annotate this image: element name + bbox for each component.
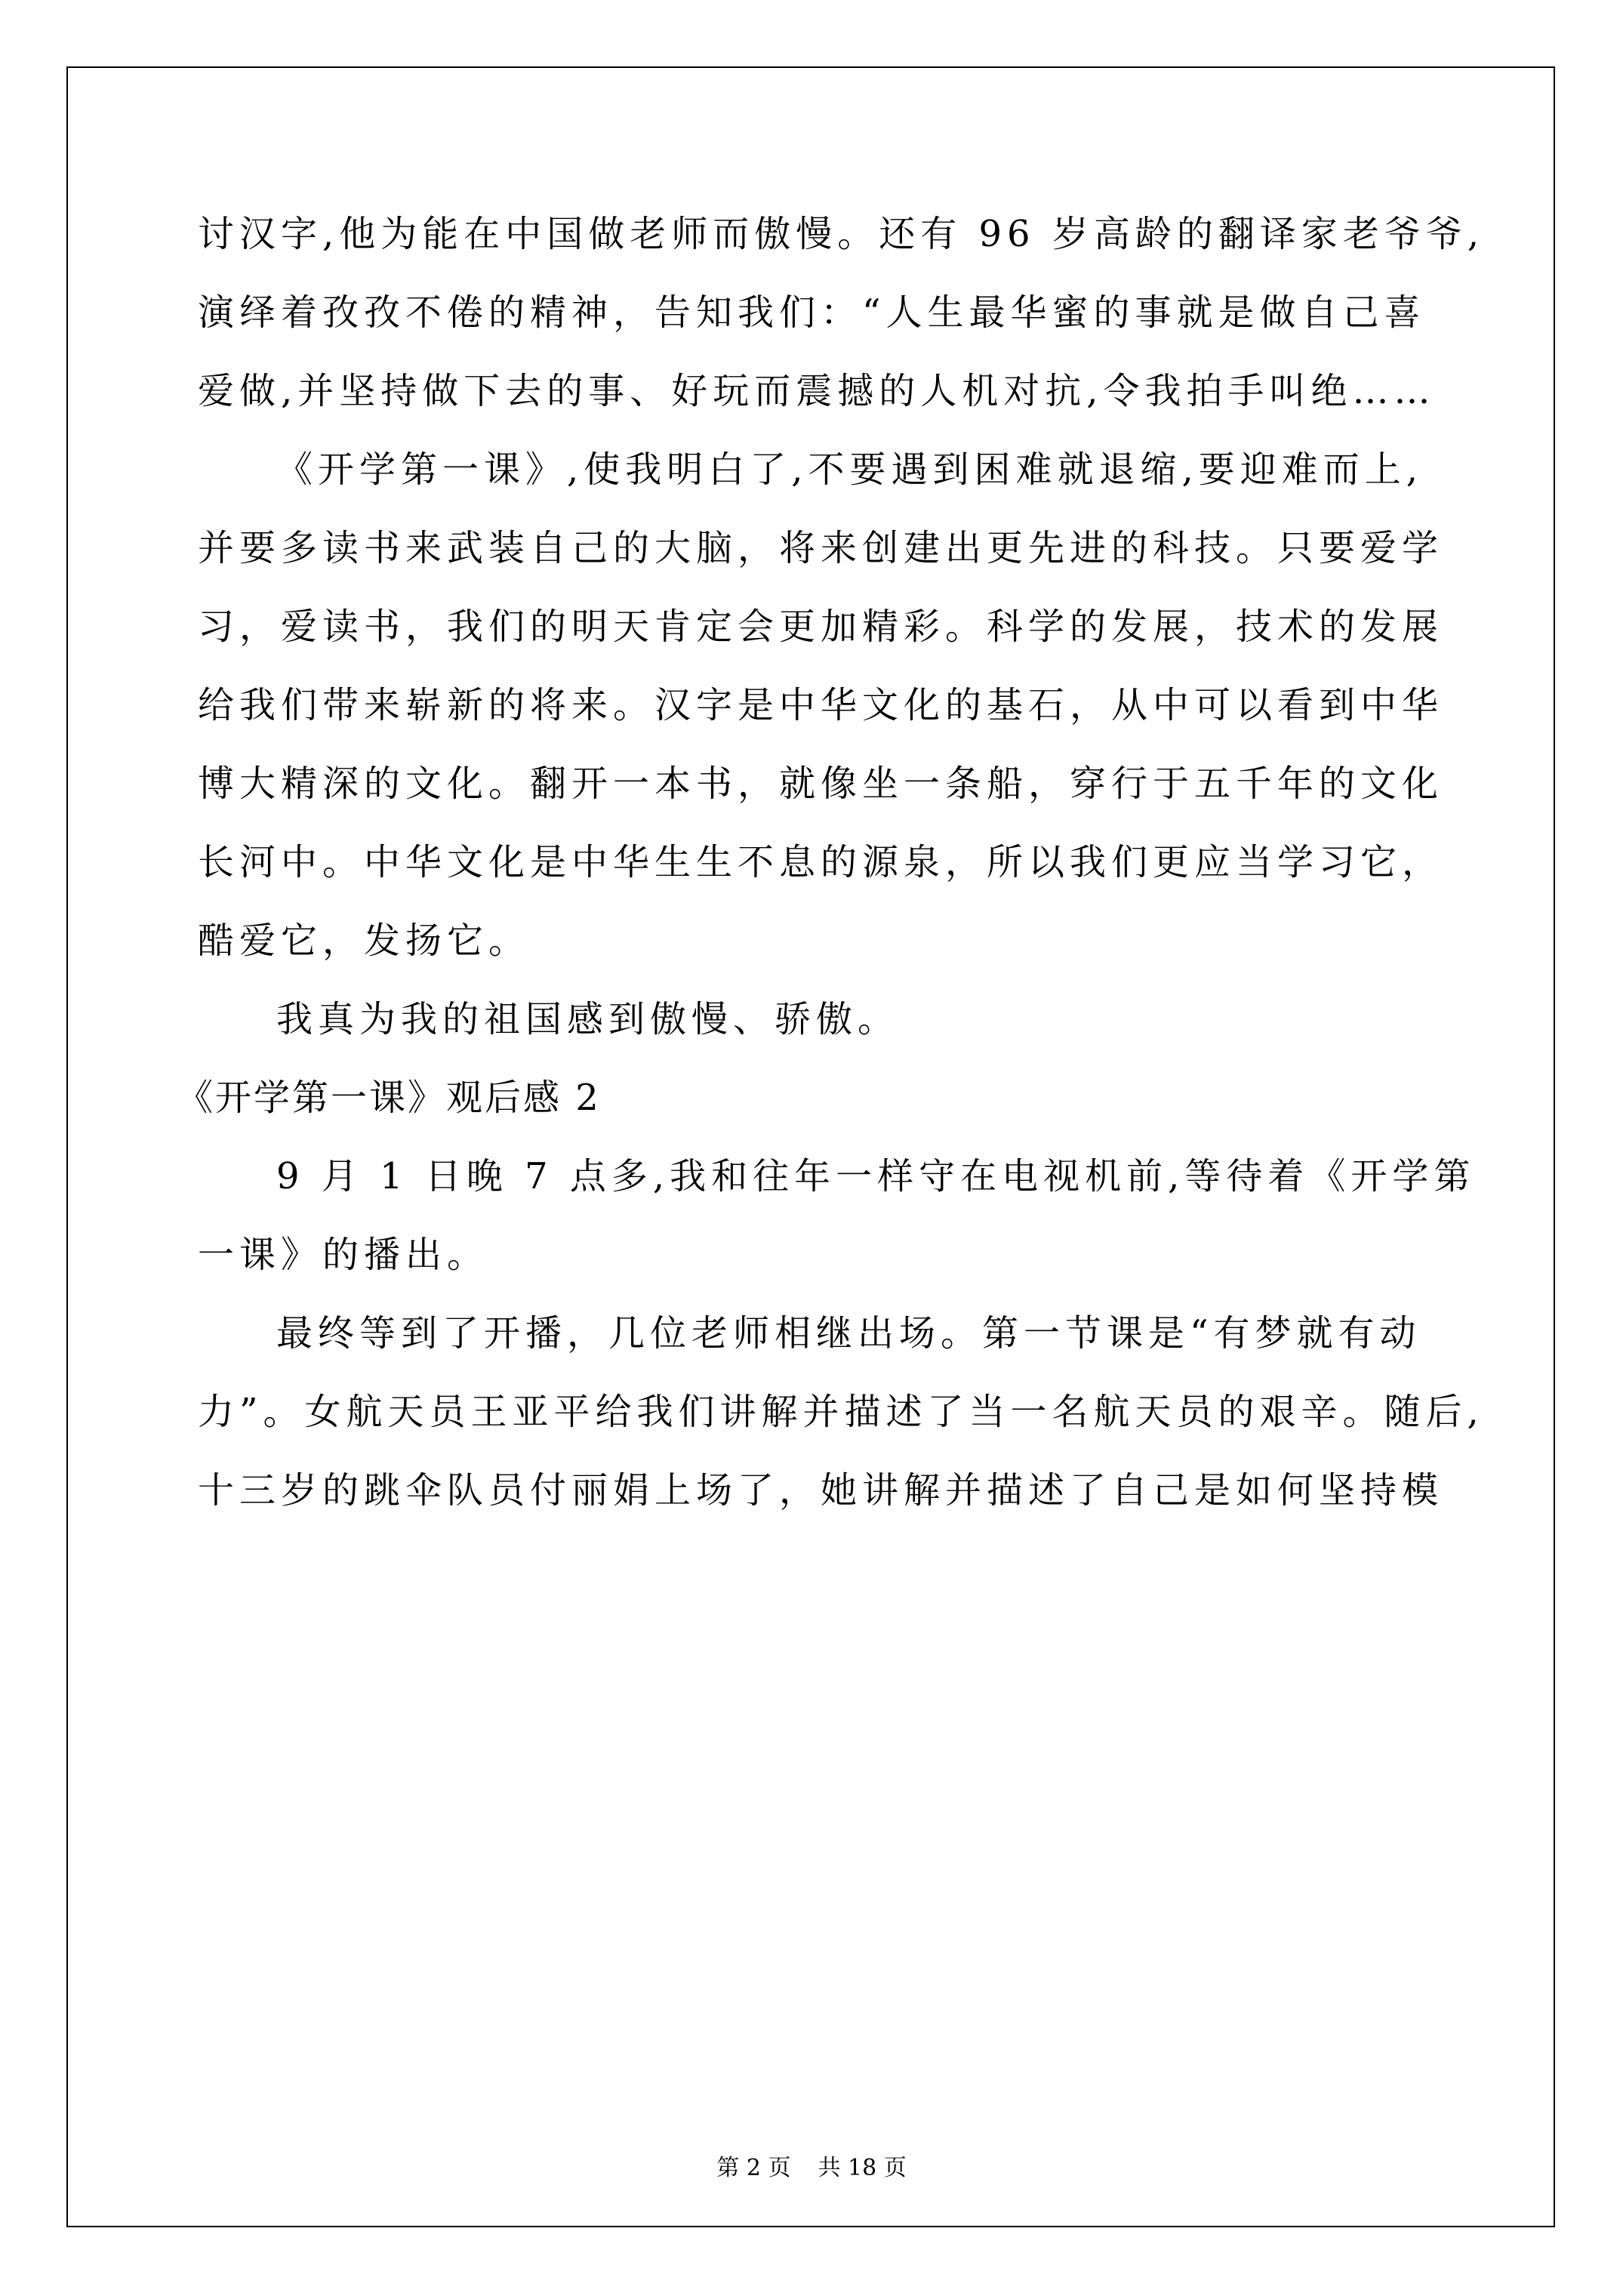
document-body <box>177 195 1485 1530</box>
page-footer <box>0 2153 1623 2184</box>
text-line: 并要多读书来武装自己的大脑，将来创建出更先进的科技。只要爱学 <box>198 527 1444 569</box>
text-line: 酷爱它，发扬它。 <box>198 920 531 962</box>
paragraph-start-line: 最终等到了开播，几位老师相继出场。第一节课是“有梦就有动 <box>276 1312 1421 1354</box>
text-line: 习，爱读书，我们的明天肯定会更加精彩。科学的发展，技术的发展 <box>198 606 1444 648</box>
text-line: 长河中。中华文化是中华生生不息的源泉，所以我们更应当学习它， <box>198 841 1444 883</box>
text-line: 爱做,并坚持做下去的事、好玩而震撼的人机对抗,令我拍手叫绝…… <box>198 370 1436 412</box>
section-heading: 《开学第一课》观后感 2 <box>177 1077 601 1119</box>
text-line: 博大精深的文化。翻开一本书，就像坐一条船，穿行于五千年的文化 <box>198 763 1444 805</box>
text-line: 讨汉字,他为能在中国做老师而傲慢。还有 96 岁高龄的翻译家老爷爷, <box>198 213 1485 255</box>
text-line: 给我们带来崭新的将来。汉字是中华文化的基石，从中可以看到中华 <box>198 684 1444 726</box>
paragraph-start-line: 9 月 1 日晚 7 点多,我和往年一样守在电视机前,等待着《开学第 <box>276 1155 1476 1197</box>
text-line: 演绎着孜孜不倦的精神，告知我们：“人生最华蜜的事就是做自己喜 <box>198 291 1426 334</box>
paragraph-start-line: 我真为我的祖国感到傲慢、骄傲。 <box>276 998 900 1040</box>
text-line: 一课》的播出。 <box>198 1234 489 1276</box>
total-pages: 共 18 页 <box>818 2155 907 2181</box>
paragraph-start-line: 《开学第一课》,使我明白了,不要遇到困难就退缩,要迎难而上, <box>276 448 1424 491</box>
text-line: 力”。女航天员王亚平给我们讲解并描述了当一名航天员的艰辛。随后, <box>198 1391 1484 1433</box>
text-line: 十三岁的跳伞队员付丽娟上场了，她讲解并描述了自己是如何坚持模 <box>198 1469 1444 1512</box>
page-number: 第 2 页 <box>716 2155 791 2181</box>
